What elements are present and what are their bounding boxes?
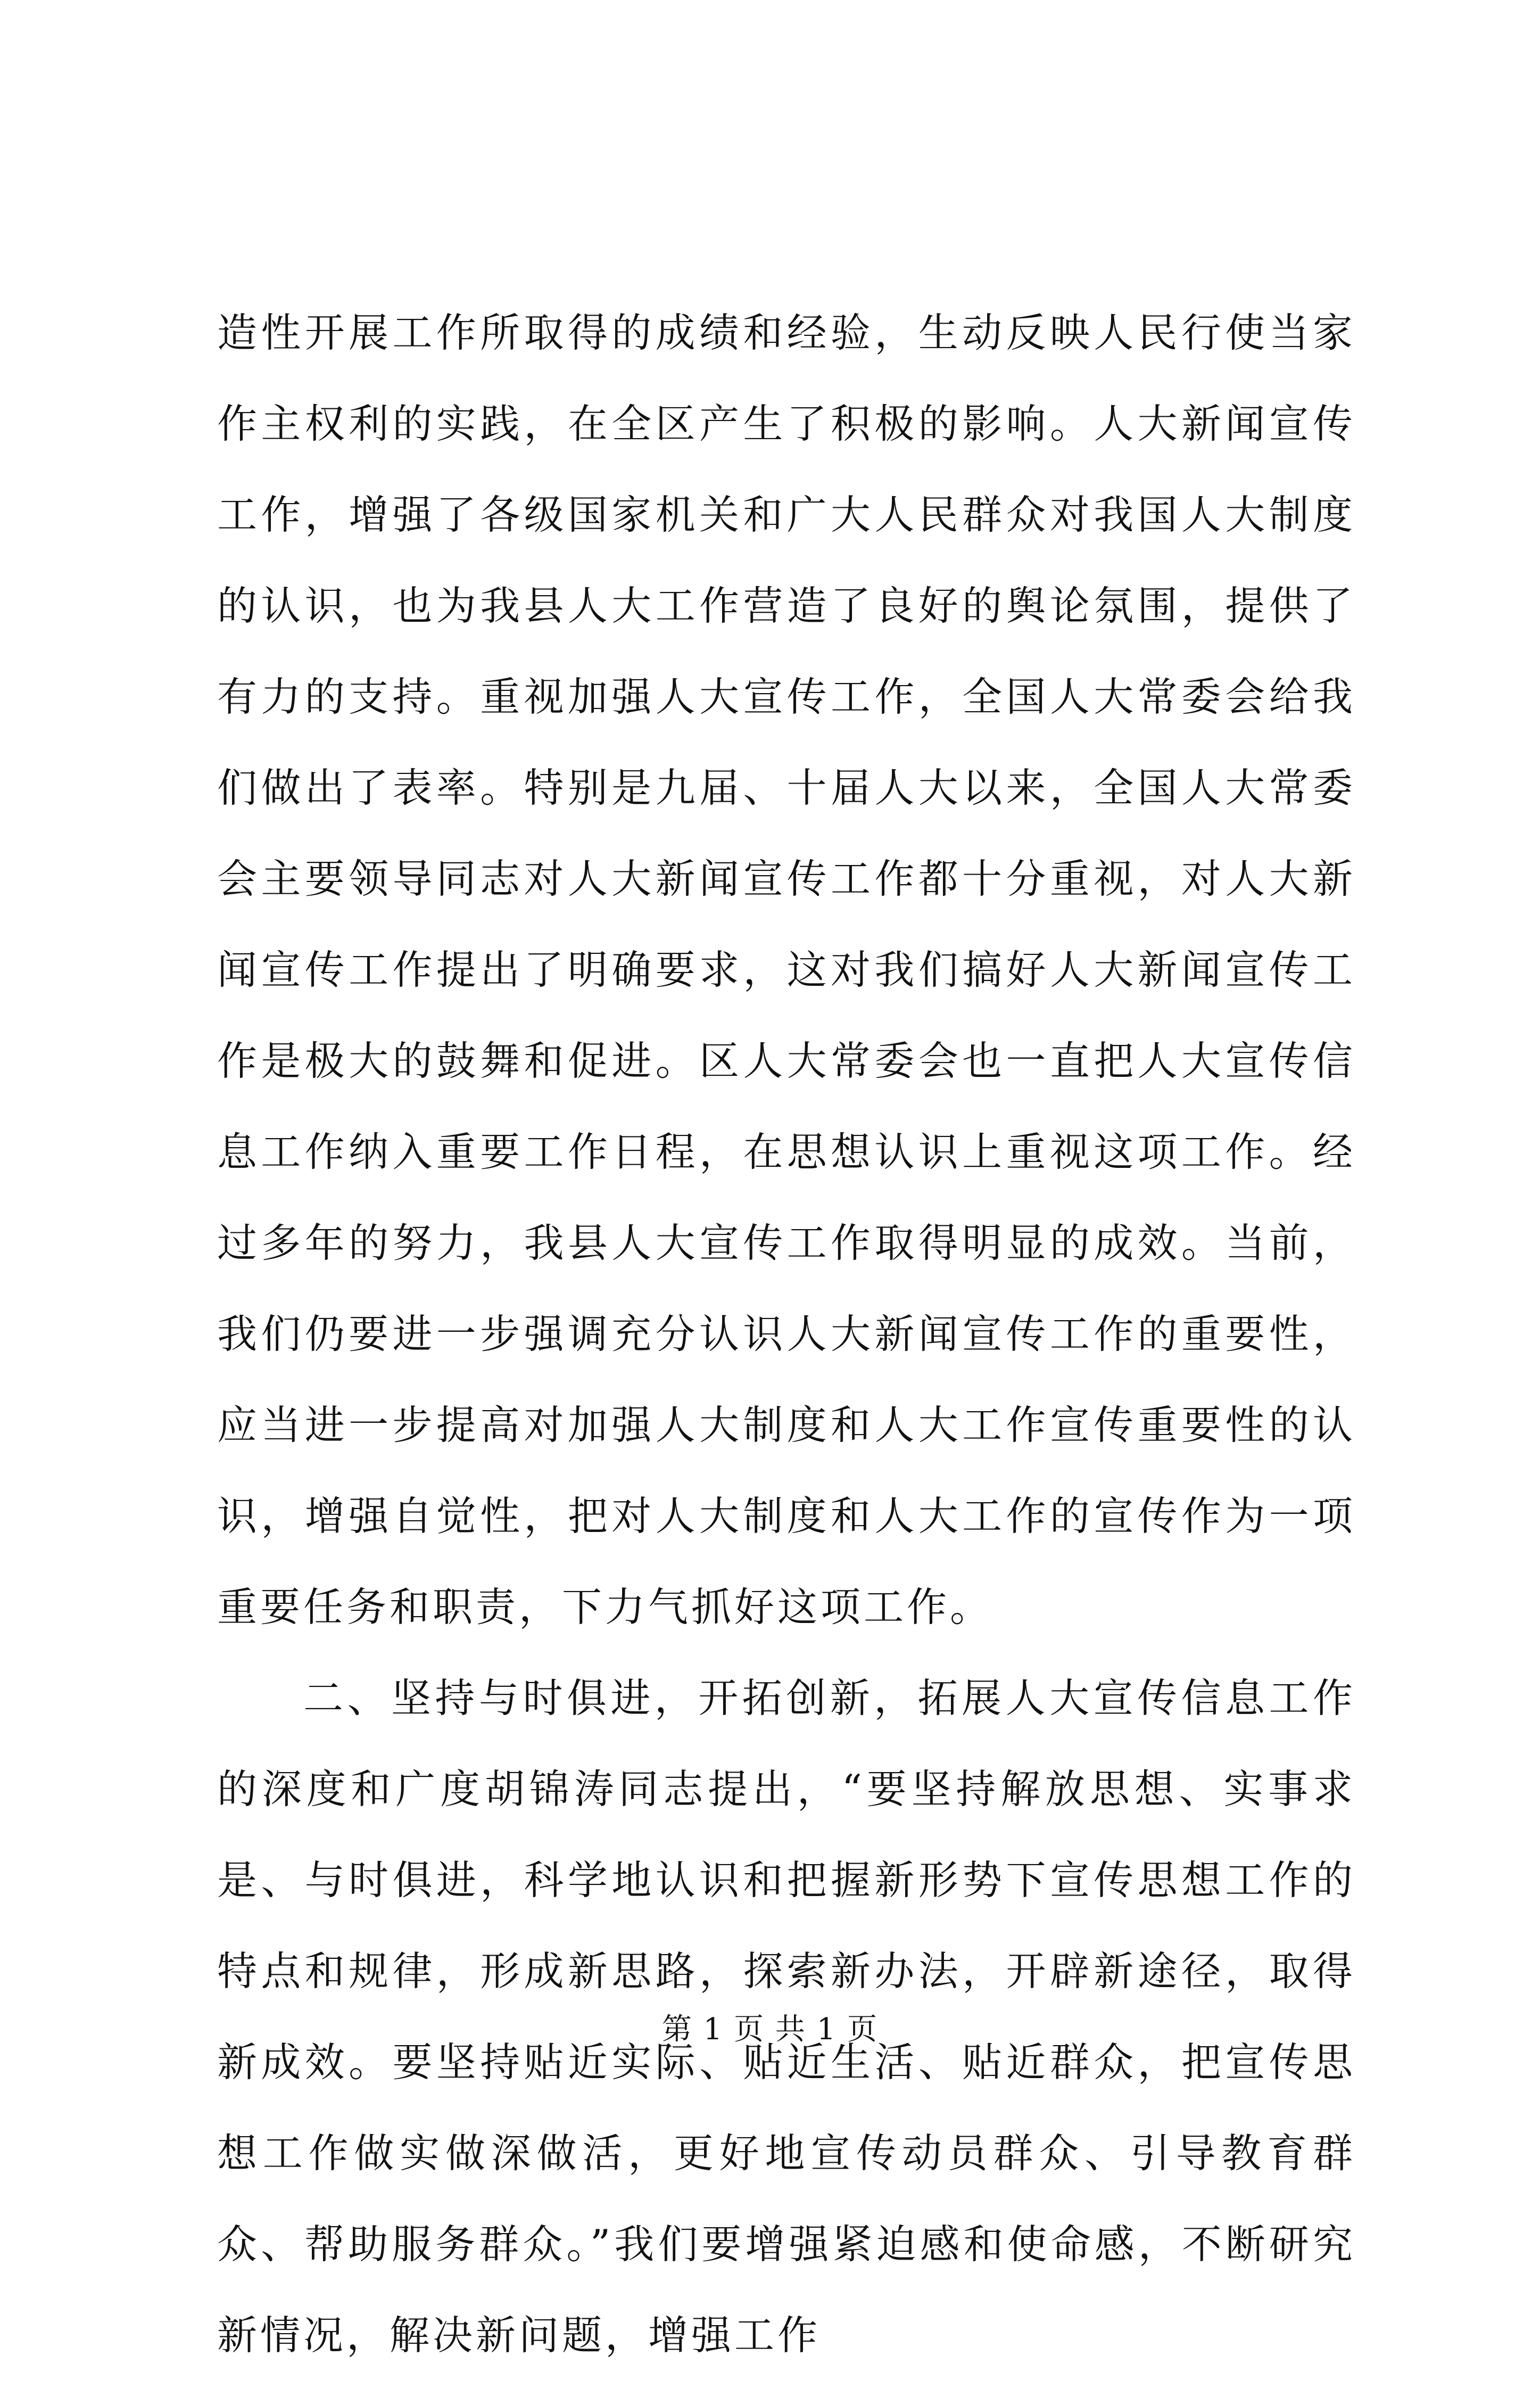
document-body	[217, 287, 1356, 2381]
body-paragraph-continuation: 造性开展工作所取得的成绩和经验，生动反映人民行使当家作主权利的实践，在全区产生了积极的影响。人大新闻宣传工作，增强了各级国家机关和广大人民群众对我国人大制度的认识，也为我县人大工作营造了良好的舆论氛围，提供了有力的支持。重视加强人大宣传工作，全国人大常委会给我们做出了表率。特别是九届、十届人大以来，全国人大常委会主要领导同志对人大新闻宣传工作都十分重视，对人大新闻宣传工作提出了明确要求，这对我们搞好人大新闻宣传工作是极大的鼓舞和促进。区人大常委会也一直把人大宣传信息工作纳入重要工作日程，在思想认识上重视这项工作。经过多年的努力，我县人大宣传工作取得明显的成效。当前，我们仍要进一步强调充分认识人大新闻宣传工作的重要性，应当进一步提高对加强人大制度和人大工作宣传重要性的认识，增强自觉性，把对人大制度和人大工作的宣传作为一项重要任务和职责，下力气抓好这项工作。	[217, 309, 1356, 1630]
page-footer: 第 1 页 共 1 页	[661, 2012, 879, 2047]
body-paragraph-section-two: 二、坚持与时俱进，开拓创新，拓展人大宣传信息工作的深度和广度胡锦涛同志提出，“要坚持解放思想、实事求是、与时俱进，科学地认识和把握新形势下宣传思想工作的特点和规律，形成新思路，探索新办法，开辟新途径，取得新成效。要坚持贴近实际、贴近生活、贴近群众，把宣传思想工作做实做深做活，更好地宣传动员群众、引导教育群众、帮助服务群众。”我们要增强紧迫感和使命感，不断研究新情况，解决新问题，增强工作	[217, 1675, 1356, 2359]
